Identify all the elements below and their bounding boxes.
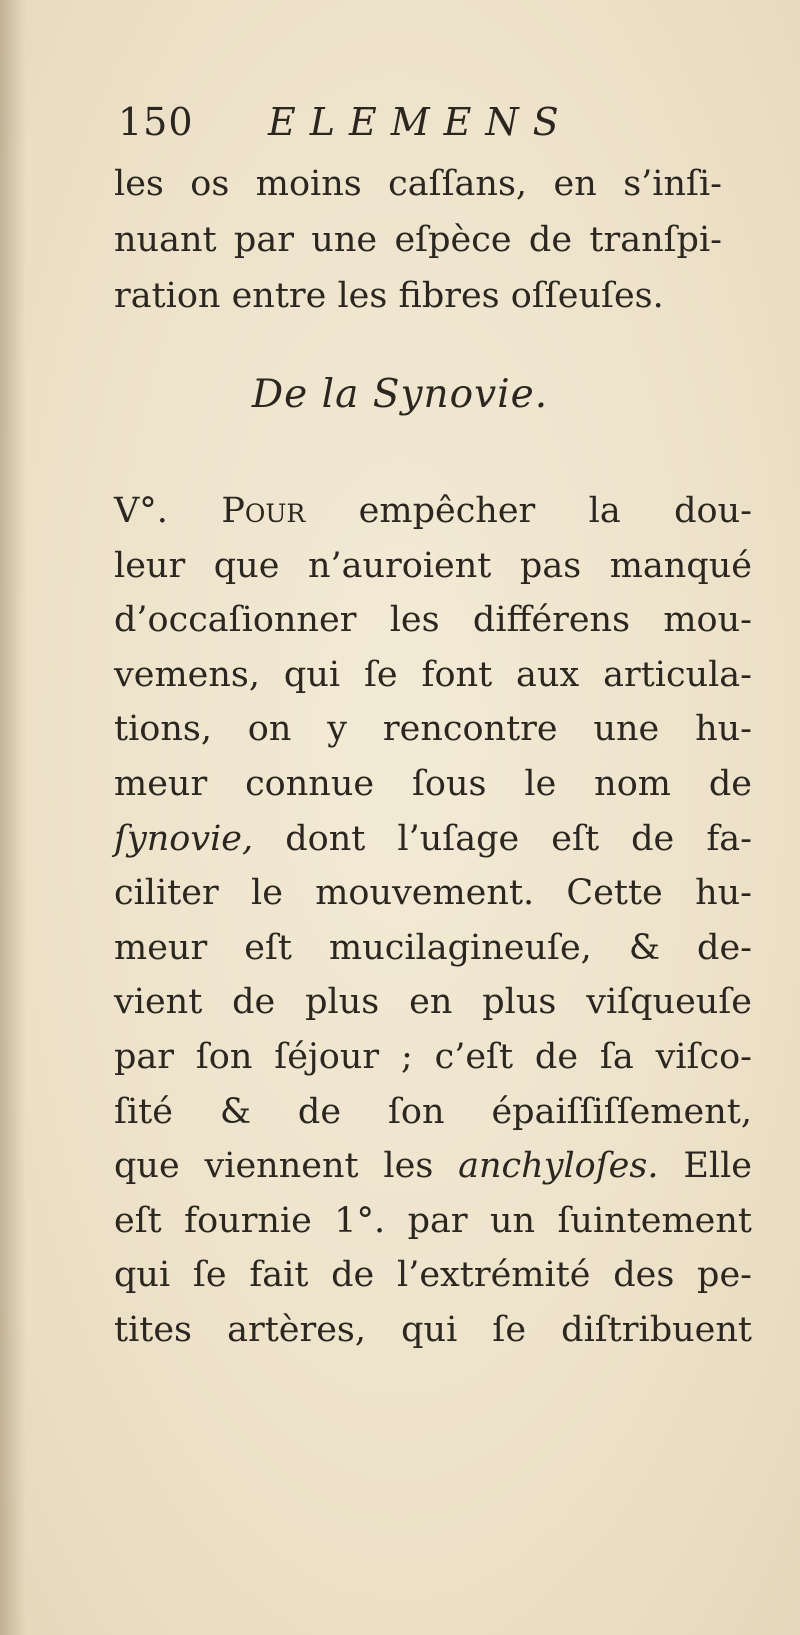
text-line: ſité & de ſon épaiſſiſſement, [114, 1091, 752, 1132]
text-line: tites artères, qui ſe diſtribuent [114, 1309, 752, 1350]
text-line: vient de plus en plus viſqueuſe [114, 982, 752, 1023]
text-line: meur connue ſous le nom de [114, 763, 752, 804]
text-line: les os moins caſſans, en s’inſi- [114, 164, 722, 204]
text-fragment: Elle [658, 1146, 752, 1187]
italic-term: ſynovie, [114, 818, 254, 859]
text-line: ciliter le mouvement. Cette hu- [114, 873, 752, 914]
running-head: ELEMENS [268, 100, 573, 144]
gutter-shadow [0, 0, 26, 1635]
text-line: tions, on y rencontre une hu- [114, 709, 752, 750]
text-line [114, 1139, 752, 1194]
text-line: ration entre les fibres oſſeuſes. [114, 276, 664, 316]
page-header [118, 100, 678, 152]
text-line: eſt fournie 1°. par un ſuintement [114, 1200, 752, 1241]
text-line: nuant par une eſpèce de tranſpi- [114, 220, 722, 260]
italic-term: anchyloſes. [458, 1146, 659, 1187]
paragraph-synovie [114, 484, 752, 1358]
page-number: 150 [118, 100, 194, 144]
text-line: par ſon ſéjour ; c’eſt de ſa viſco- [114, 1036, 752, 1077]
text-line: leur que n’auroient pas manqué [114, 545, 752, 586]
text-fragment: que viennent les [114, 1146, 459, 1187]
text-line [114, 484, 752, 539]
text-line: d’occaſionner les différens mou- [114, 600, 752, 641]
text-line: meur eſt mucilagineuſe, & de- [114, 927, 752, 968]
text-fragment: empêcher la dou- [305, 491, 752, 531]
text-line: vemens, qui ſe font aux articula- [114, 654, 752, 695]
text-line [114, 812, 752, 867]
text-fragment: dont l’uſage eſt de fa- [253, 818, 752, 859]
section-title: De la Synovie. [251, 372, 549, 417]
text-line: qui ſe fait de l’extrémité des pe- [114, 1255, 752, 1296]
section-number: V°. [114, 491, 222, 531]
continuation-text [114, 156, 722, 324]
smallcaps-word: Pour [221, 491, 306, 531]
